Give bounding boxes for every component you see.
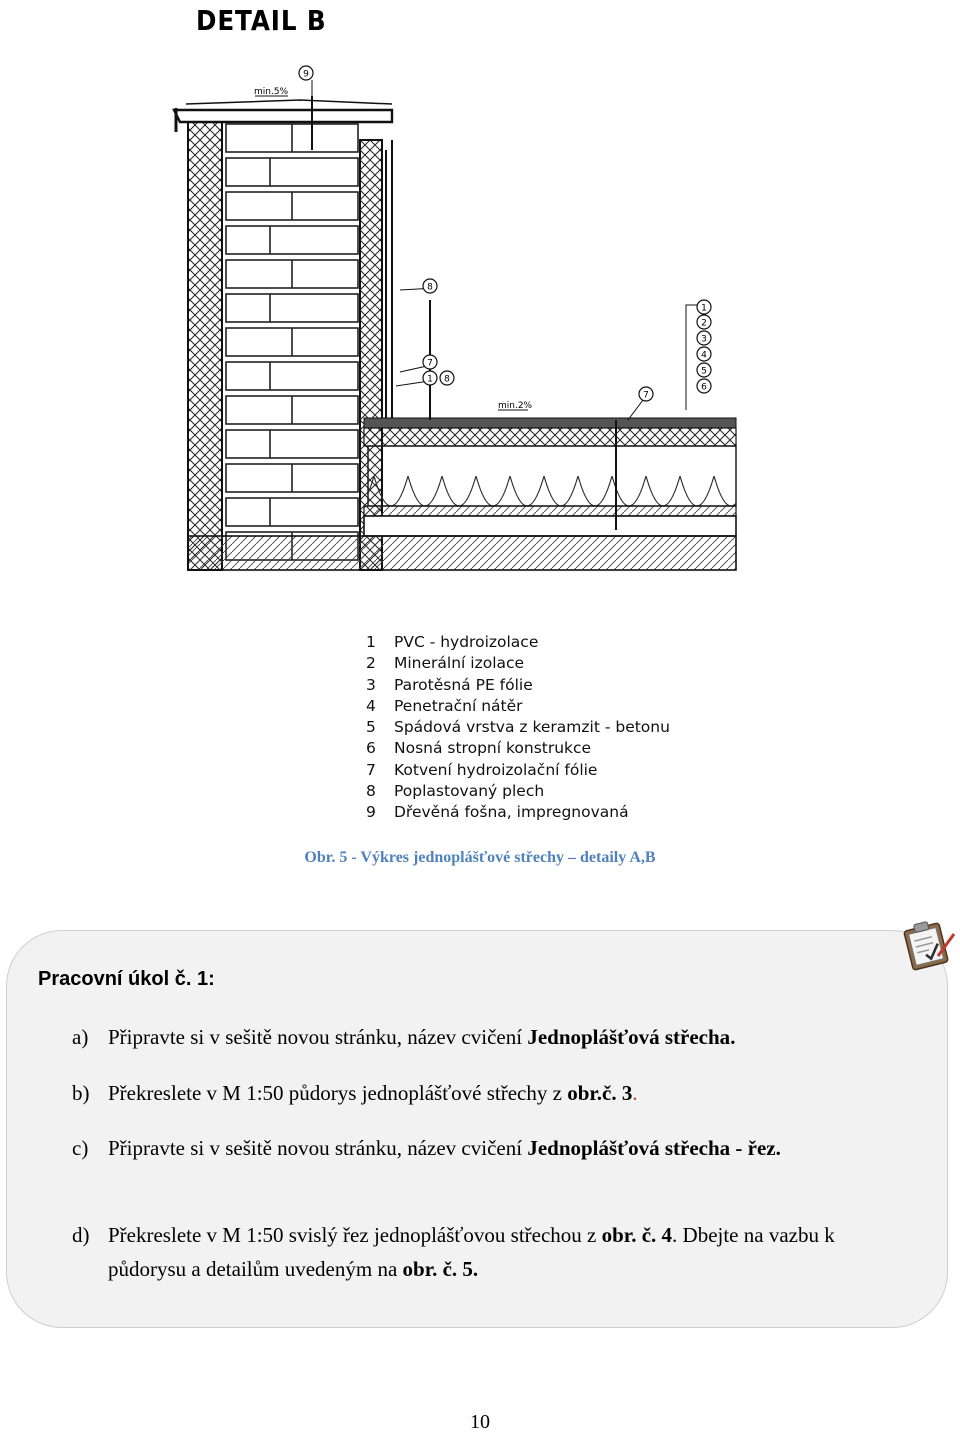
callout-number: 6 [701, 382, 707, 393]
roof-detail-drawing [100, 45, 760, 585]
legend-item: 6 Nosná stropní konstrukce [366, 739, 592, 758]
page-number: 10 [470, 1411, 490, 1433]
task-heading: Pracovní úkol č. 1: [38, 968, 215, 990]
brick-course [226, 226, 358, 254]
callout-number: 3 [701, 334, 707, 345]
legend-item: 7 Kotvení hydroizolační fólie [366, 760, 598, 779]
legend-item: 2 Minerální izolace [366, 654, 525, 673]
legend-item: 1 PVC - hydroizolace [366, 633, 539, 651]
callout-number: 1 [427, 374, 433, 385]
callout-number: 7 [643, 390, 649, 401]
slope-label-roof: min.2% [498, 401, 533, 411]
drawing-title: DETAIL B [196, 4, 327, 37]
legend-item: 3 Parotěsná PE fólie [366, 675, 533, 694]
task-item-c: c) Připravte si v sešitě novou stránku, název cvičení Jednoplášťová střecha - řez. [72, 1136, 781, 1160]
brick-course [226, 498, 358, 526]
task-item-d: d) Překreslete v M 1:50 svislý řez jednoplášťovou střechou z obr. č. 4. Dbejte na vazbu k půdorysu a detailům uvedeným na obr. č. 5. [72, 1223, 835, 1281]
callout-number: 2 [701, 318, 707, 329]
figure-caption: Obr. 5 - Výkres jednoplášťové střechy – detaily A,B [304, 849, 656, 866]
callout-number: 7 [427, 358, 433, 369]
callout-number: 8 [444, 374, 450, 385]
callout-number: 5 [701, 366, 707, 377]
brick-course [226, 294, 358, 322]
callout-number: 8 [427, 282, 433, 293]
drawing-legend [366, 632, 670, 824]
callout-number: 9 [303, 69, 309, 80]
brick-course [226, 158, 358, 186]
callout-number: 1 [701, 303, 707, 314]
task-item-a: a) Připravte si v sešitě novou stránku, název cvičení Jednoplášťová střecha. [72, 1025, 736, 1049]
legend-item: 8 Poplastovaný plech [366, 782, 545, 801]
task-item-b: b) Překreslete v M 1:50 půdorys jednoplášťové střechy z obr.č. 3. [72, 1081, 638, 1105]
legend-item: 4 Penetrační nátěr [366, 696, 523, 715]
clipboard-check-icon [898, 916, 958, 974]
legend-item: 9 Dřevěná fošna, impregnovaná [366, 803, 629, 822]
brick-course [226, 362, 358, 390]
slope-label-cornice: min.5% [254, 87, 289, 97]
brick-wall [226, 124, 358, 560]
callout-number: 4 [701, 350, 707, 361]
brick-course [226, 430, 358, 458]
legend-item: 5 Spádová vrstva z keramzit - betonu [366, 718, 670, 737]
